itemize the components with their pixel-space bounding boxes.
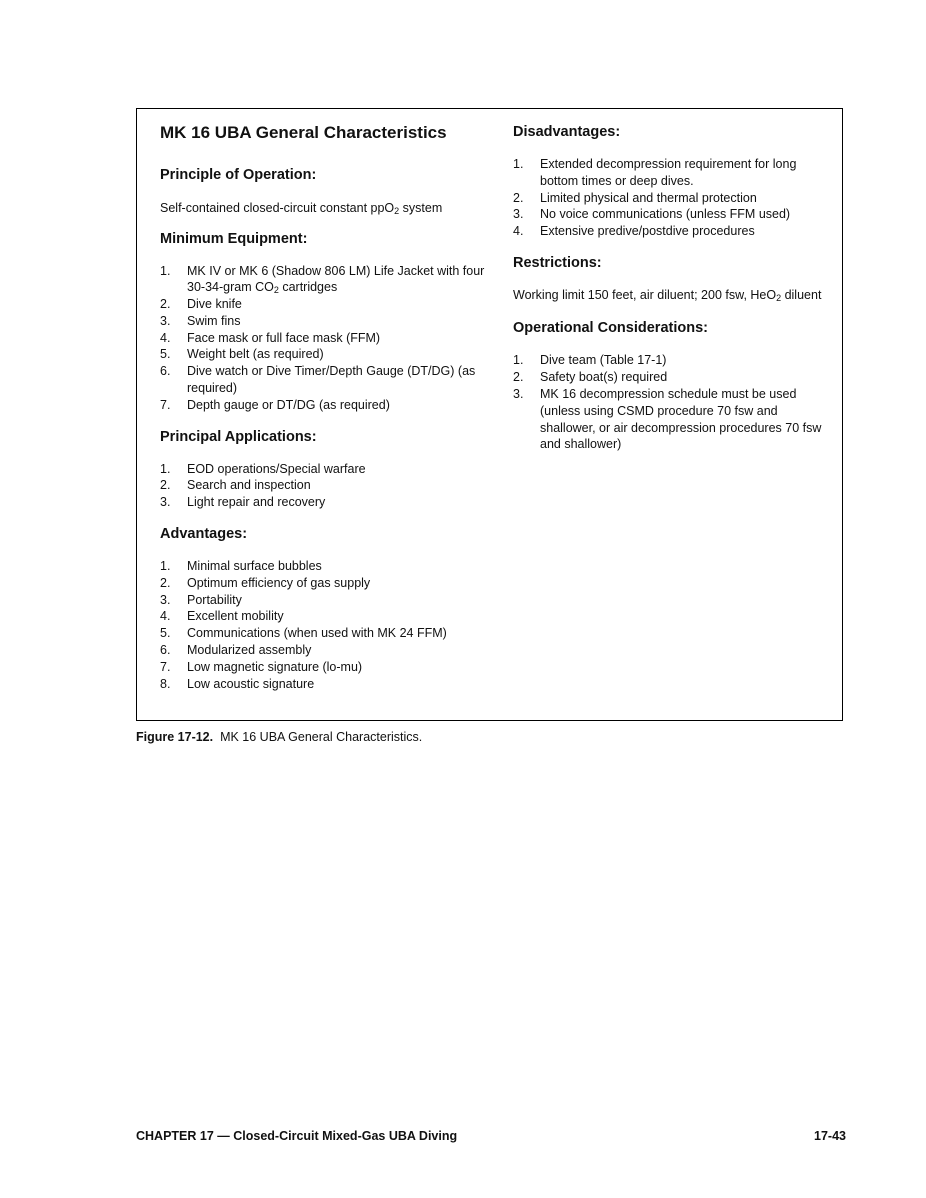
list-item: 1. Extended decompression requirement for long bottom times or deep dives. (513, 157, 797, 188)
list-item: 1. Minimal surface bubbles (160, 559, 322, 574)
list-item: 6. Dive watch or Dive Timer/Depth Gauge (DT/DG) (as required) (160, 364, 476, 396)
list-item: 3. Portability (160, 592, 242, 607)
advantages-heading: Advantages: (160, 526, 248, 543)
principle-text: Self-contained closed-circuit constant ppO$_2$ system (160, 201, 443, 216)
restrictions-heading: Restrictions: (513, 254, 602, 271)
advantages-list (160, 558, 490, 692)
list-item: 6. Modularized assembly (160, 643, 312, 658)
list-item: 1. Dive team (Table 17-1) (513, 353, 667, 368)
list-item: 1. EOD operations/Special warfare (160, 461, 366, 476)
list-item: 7. Depth gauge or DT/DG (as required) (160, 397, 390, 412)
list-item: 2. Safety boat(s) required (513, 370, 668, 385)
list-item: 3. No voice communications (unless FFM used) (513, 207, 791, 222)
list-item: 4. Face mask or full face mask (FFM) (160, 330, 381, 345)
figure-title: MK 16 UBA General Characteristics (160, 123, 447, 142)
list-item: 2. Optimum efficiency of gas supply (160, 575, 371, 590)
disadvantages-list (513, 156, 833, 240)
figure-box (136, 108, 843, 721)
list-item: 1. MK IV or MK 6 (Shadow 806 LM) Life Jacket with four 30-34-gram $CO_2$ cartridges (160, 263, 485, 296)
list-item: 5. Communications (when used with MK 24 FFM) (160, 626, 447, 641)
figure-caption (136, 729, 422, 745)
applications-heading: Principal Applications: (160, 428, 317, 445)
list-item: 8. Low acoustic signature (160, 676, 315, 691)
equipment-list (160, 263, 490, 414)
footer-chapter: CHAPTER 17 — Closed-Circuit Mixed-Gas UBA Diving (136, 1129, 458, 1143)
list-item: 4. Excellent mobility (160, 609, 284, 624)
list-item: 4. Extensive predive/postdive procedures (513, 224, 755, 239)
list-item: 5. Weight belt (as required) (160, 347, 324, 362)
operational-list (513, 352, 833, 453)
list-item: 3. Swim fins (160, 313, 241, 328)
applications-list (160, 461, 490, 511)
restrictions-text: Working limit 150 feet, air diluent; 200 fsw, HeO$_2$ diluent (513, 287, 822, 303)
list-item: 2. Search and inspection (160, 478, 311, 493)
footer-page-number: 17-43 (814, 1129, 846, 1143)
list-item: 3. MK 16 decompression schedule must be used (unless using CSMD procedure 70 fsw and shallower, or air decompression procedures 70 fsw and shallower) (513, 387, 822, 452)
caption-label: Figure 17-12. (136, 730, 214, 744)
disadvantages-heading: Disadvantages: (513, 124, 621, 140)
list-item: 2. Limited physical and thermal protection (513, 190, 757, 205)
list-item: 3. Light repair and recovery (160, 495, 326, 510)
caption-text: MK 16 UBA General Characteristics. (220, 730, 423, 744)
list-item: 7. Low magnetic signature (lo-mu) (160, 659, 363, 674)
list-item: 2. Dive knife (160, 297, 242, 312)
left-column (160, 109, 490, 692)
principle-heading: Principle of Operation: (160, 167, 317, 183)
equipment-heading: Minimum Equipment: (160, 230, 308, 247)
operational-heading: Operational Considerations: (513, 320, 708, 337)
right-column (513, 109, 833, 453)
